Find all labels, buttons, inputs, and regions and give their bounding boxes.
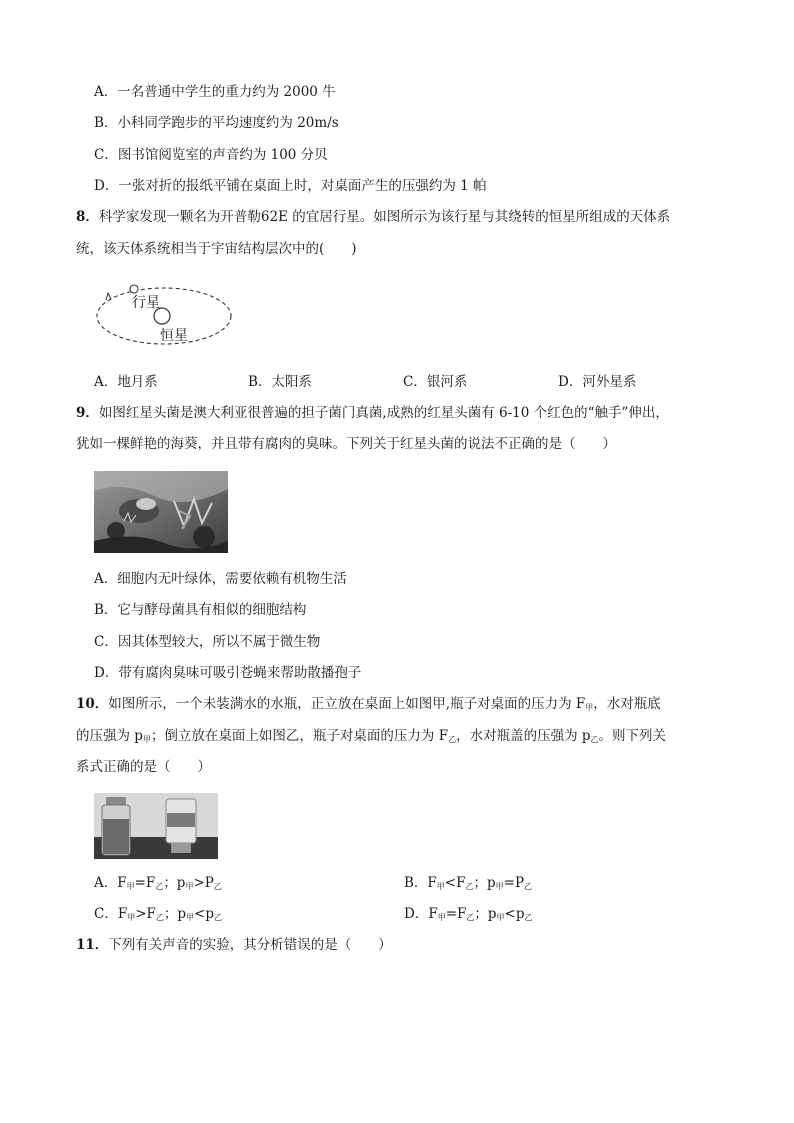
- q10-option-d[interactable]: D．$F_甲=F_乙$；$p_甲<p_乙$: [404, 906, 533, 922]
- q10-sub-yi: 乙: [448, 735, 457, 744]
- fungus-photo: [94, 471, 228, 553]
- q9-text-1: 如图红星头菌是澳大利亚很普遍的担子菌门真菌,成熟的红星头菌有 6-10 个红色的“触手”伸出，: [98, 405, 669, 421]
- q9-option-b[interactable]: B．它与酵母菌具有相似的细胞结构: [94, 602, 307, 618]
- q10-stem-line3: 系式正确的是（ ）: [76, 759, 211, 775]
- q7-option-c[interactable]: C．图书馆阅览室的声音约为 100 分贝: [94, 147, 328, 163]
- q9-option-c[interactable]: C．因其体型较大，所以不属于微生物: [94, 634, 321, 650]
- q10-number: 10．: [76, 696, 109, 712]
- q10-text-2a: 的压强为 p: [76, 728, 143, 744]
- q10-text-2d: 。则下列关: [598, 728, 667, 744]
- q10-text-2c: ，水对瓶盖的压强为 p: [456, 728, 591, 744]
- q9-stem-line2: 犹如一棵鲜艳的海葵，并且带有腐肉的臭味。下列关于红星头菌的说法不正确的是（ ）: [76, 436, 616, 452]
- q7-option-b[interactable]: B．小科同学跑步的平均速度约为 20m/s: [94, 115, 339, 131]
- planet-label: 行星: [132, 295, 160, 311]
- bottles-photo: [94, 793, 218, 859]
- star-label: 恒星: [160, 328, 188, 344]
- q9-option-d[interactable]: D．带有腐肉臭味可吸引苍蝇来帮助散播孢子: [94, 665, 362, 681]
- q10-sub-jia-2: 甲: [142, 735, 151, 744]
- q10-stem-line1: [76, 694, 661, 718]
- q10-option-c[interactable]: C．$F_甲>F_乙$；$p_甲<p_乙$: [94, 906, 223, 922]
- q8-option-d[interactable]: D．河外星系: [558, 374, 637, 390]
- q10-option-a[interactable]: A．$F_甲=F_乙$；$p_甲>P_乙$: [94, 875, 222, 891]
- q11-stem: [76, 935, 392, 955]
- q11-number: 11．: [76, 937, 109, 953]
- q8-stem-line2: 统，该天体系统相当于宇宙结构层次中的( ): [76, 241, 357, 257]
- q10-stem-line2: [76, 726, 666, 750]
- q9-option-a[interactable]: A．细胞内无叶绿体，需要依赖有机物生活: [94, 571, 347, 587]
- q11-text: 下列有关声音的实验，其分析错误的是（ ）: [108, 937, 392, 953]
- q8-stem-line1: [76, 207, 670, 227]
- q9-stem-line1: [76, 403, 669, 423]
- planet-circle: [130, 285, 138, 293]
- q10-text-1a: 如图所示，一个未装满水的水瓶，正立放在桌面上如图甲,瓶子对桌面的压力为 F: [108, 696, 586, 712]
- bottles-photo-image: [94, 793, 218, 859]
- fungus-photo-image: [94, 471, 228, 553]
- q8-option-c[interactable]: C．银河系: [403, 374, 468, 390]
- q9-number: 9．: [76, 405, 99, 421]
- q10-text-2b: ；倒立放在桌面上如图乙，瓶子对桌面的压力为 F: [150, 728, 449, 744]
- q10-sub-yi-2: 乙: [590, 735, 599, 744]
- q8-option-b[interactable]: B．太阳系: [248, 374, 312, 390]
- star-system-diagram: [94, 282, 236, 352]
- q10-text-1b: ，水对瓶底: [593, 696, 661, 712]
- q7-option-d[interactable]: D．一张对折的报纸平铺在桌面上时，对桌面产生的压强约为 1 帕: [94, 178, 487, 194]
- q8-option-a[interactable]: A．地月系: [94, 374, 158, 390]
- q7-option-a[interactable]: A．一名普通中学生的重力约为 2000 牛: [94, 84, 336, 100]
- q10-option-b[interactable]: B．$F_甲<F_乙$；$p_甲=P_乙$: [404, 875, 533, 891]
- q8-number: 8．: [76, 209, 99, 225]
- q8-text-1: 科学家发现一颗名为开普勒62E 的宜居行星。如图所示为该行星与其绕转的恒星所组成的天体系: [98, 209, 671, 225]
- q10-sub-jia: 甲: [585, 703, 594, 712]
